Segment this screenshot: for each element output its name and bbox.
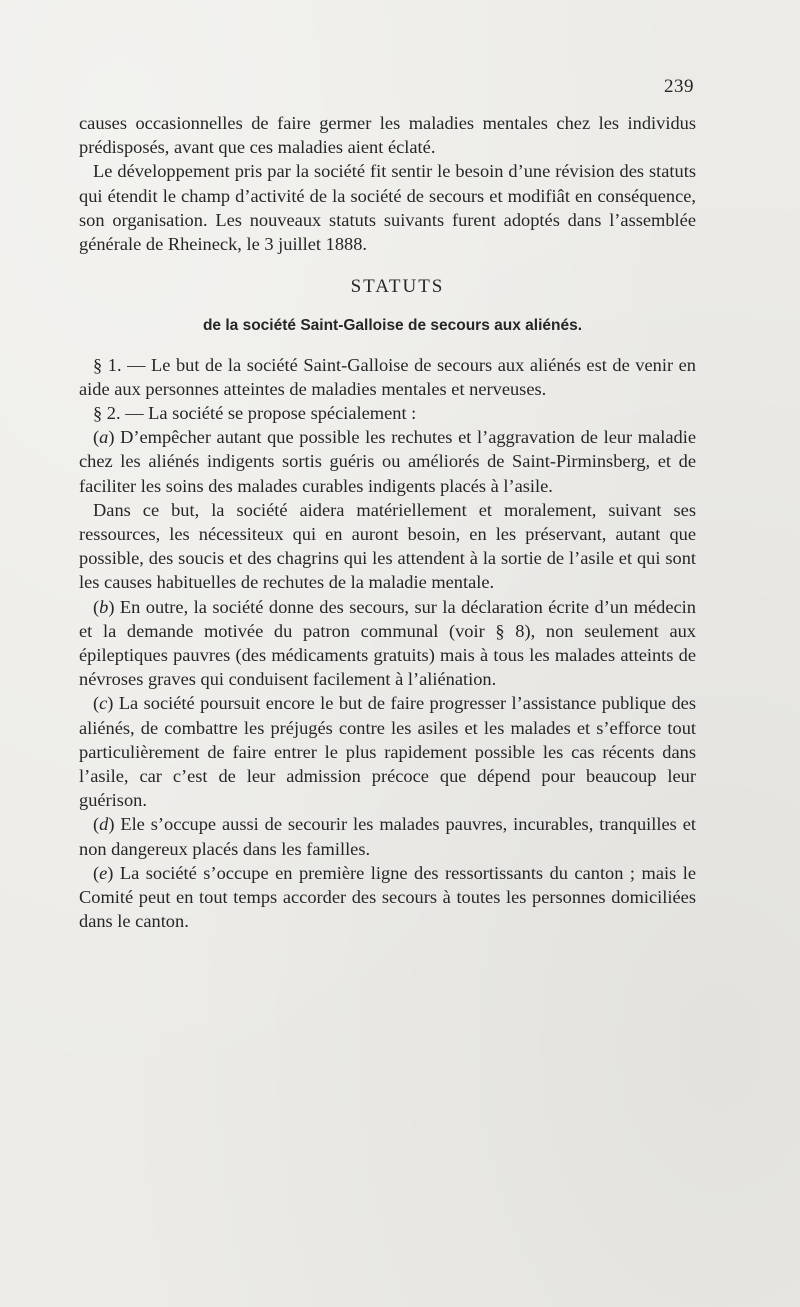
page-number: 239 <box>664 76 694 97</box>
item-b-text: En outre, la société donne des secours, sur la déclaration écrite d’un médecin et la demande motivée du patron communal (voir § 8), non seulement aux épileptiques pauvres (des médicaments gratuits) mais à tous les malades atteints de névroses graves qui conduisent facilement à l’aliénation. <box>79 596 696 690</box>
item-e-letter: e <box>99 862 108 883</box>
paragraph-revision: Le développement pris par la société fit sentir le besoin d’une révision des statuts qui étendit le champ d’activité de la société de secours et modifiât en conséquence, son organisation. Les nouveaux statuts suivants furent adoptés dans l’assemblée générale de Rheineck, le 3 juillet 1888. <box>79 161 696 255</box>
section-1-text: — Le but de la société Saint-Galloise de secours aux aliénés est de venir en aide aux personnes atteintes de maladies mentales et nerveuses. <box>79 354 696 399</box>
item-d-letter: d <box>99 814 109 835</box>
item-a-text: D’empêcher autant que possible les rechutes et l’aggravation de leur maladie chez les aliénés indigents sortis guéris ou améliorés de Saint-Pirminsberg, et de faciliter les soins des malades curables indigents placés à l’asile. <box>79 427 696 496</box>
item-e: (e) La société s’occupe en première ligne des ressortissants du canton ; mais le Comité peut en tout temps accorder des secours à toutes les personnes domiciliées dans le canton. <box>79 862 696 932</box>
item-e-text: La société s’occupe en première ligne des ressortissants du canton ; mais le Comité peut en tout temps accorder des secours à toutes les personnes domiciliées dans le canton. <box>79 862 696 932</box>
section-2-label: § 2. <box>93 403 121 424</box>
section-2 <box>79 401 696 425</box>
statuts-heading: STATUTS <box>350 276 445 298</box>
body-text <box>79 111 696 934</box>
paragraph-dans-ce-but: Dans ce but, la société aidera matériellement et moralement, suivant ses ressources, les nécessiteux qui en auront besoin, en les préservant, autant que possible, des soucis et des chagrins qui les attendent à la sortie de l’asile et qui sont les causes habituelles de rechutes de la maladie mentale. <box>79 499 696 593</box>
item-b-letter: b <box>99 596 109 617</box>
item-d-text: Ele s’occupe aussi de secourir les malades pauvres, incurables, tranquilles et non dangereux placés dans les familles. <box>79 814 696 859</box>
item-c-letter: c <box>99 693 108 714</box>
section-2-text: — La société se propose spécialement : <box>120 403 417 424</box>
item-a-letter: a <box>99 427 109 448</box>
section-1-label: § 1. <box>93 354 122 375</box>
item-c-text: La société poursuit encore le but de faire progresser l’assistance publique des aliénés, de combattre les préjugés contre les asiles et les malades et s’efforce tout particulièrement de faire entrer le plus rapidement possible les cas récents dans l’asile, car c’est de leur admission précoce que dépend pour beaucoup leur guérison. <box>79 693 696 811</box>
section-1 <box>79 353 696 401</box>
statuts-subtitle: de la société Saint-Galloise de secours aux aliénés. <box>202 317 583 335</box>
item-d: (d) Ele s’occupe aussi de secourir les malades pauvres, incurables, tranquilles et non dangereux placés dans les familles. <box>79 814 696 859</box>
item-c: (c) La société poursuit encore le but de faire progresser l’assistance publique des aliénés, de combattre les préjugés contre les asiles et les malades et s’efforce tout particulièrement de faire entrer le plus rapidement possible les cas récents dans l’asile, car c’est de leur admission précoce que dépend pour beaucoup leur guérison. <box>79 693 696 811</box>
paragraph-continuation: causes occasionnelles de faire germer les maladies mentales chez les individus prédisposés, avant que ces maladies aient éclaté. <box>79 113 696 158</box>
item-a: (a) D’empêcher autant que possible les rechutes et l’aggravation de leur maladie chez les aliénés indigents sortis guéris ou améliorés de Saint-Pirminsberg, et de faciliter les soins des malades curables indigents placés à l’asile. <box>79 427 696 496</box>
item-b: (b) En outre, la société donne des secours, sur la déclaration écrite d’un médecin et la demande motivée du patron communal (voir § 8), non seulement aux épileptiques pauvres (des médicaments gratuits) mais à tous les malades atteints de névroses graves qui conduisent facilement à l’aliénation. <box>79 596 696 690</box>
